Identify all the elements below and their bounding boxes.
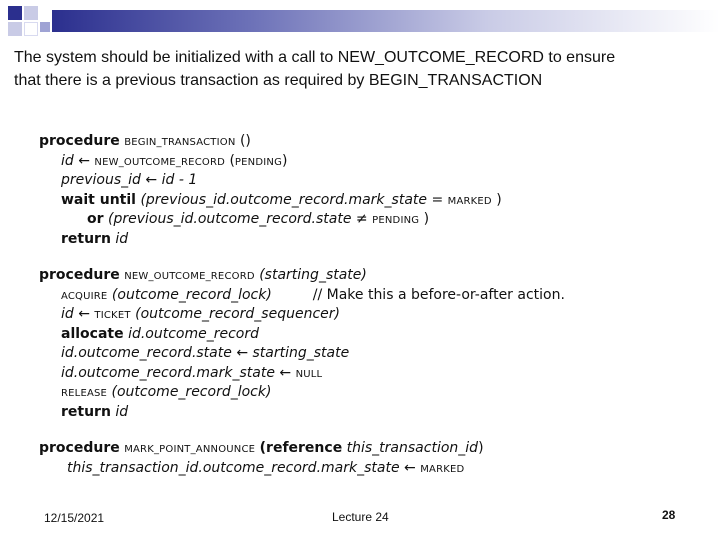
code-line — [39, 439, 679, 459]
code-expr: (previous_id.outcome_record.mark_state — [140, 191, 427, 208]
code-line — [39, 266, 679, 286]
code-line — [39, 230, 679, 250]
keyword: wait until — [61, 191, 136, 208]
decor-square — [8, 22, 22, 36]
assign-arrow: ← — [279, 364, 292, 381]
code-fn: RELEASE — [61, 388, 108, 399]
code-var: id — [61, 306, 74, 322]
pseudocode-block — [39, 132, 679, 478]
code-expr: (outcome_record_lock) — [111, 286, 272, 303]
code-expr: id.outcome_record — [128, 325, 260, 342]
code-paren: ) — [282, 152, 288, 169]
code-expr: (previous_id.outcome_record.state — [107, 211, 352, 227]
params: (starting_state) — [259, 267, 367, 283]
code-const: NULL — [295, 368, 323, 380]
code-expr: id.outcome_record.mark_state — [61, 364, 275, 381]
code-var: this_transaction_id — [346, 440, 479, 456]
procedure-name: MARK_POINT_ANNOUNCE — [124, 444, 256, 455]
code-var: id — [61, 152, 74, 169]
decor-square — [8, 6, 22, 20]
code-var: previous_id — [61, 172, 141, 188]
code-paren: ( — [229, 152, 235, 169]
code-line — [39, 403, 679, 423]
page-number: 28 — [662, 508, 676, 522]
code-const: PENDING — [234, 156, 283, 168]
keyword: allocate — [61, 325, 124, 342]
keyword: return — [61, 230, 111, 247]
code-fn: ACQUIRE — [61, 290, 108, 302]
code-line — [39, 210, 679, 230]
code-line — [39, 325, 679, 345]
code-const: MARKED — [447, 195, 492, 207]
params: () — [239, 133, 251, 149]
keyword: (reference — [259, 440, 343, 456]
code-line — [39, 152, 679, 172]
code-operator: ≠ — [355, 211, 368, 227]
code-operator: = — [431, 191, 444, 208]
intro-text — [14, 46, 714, 92]
code-fn: TICKET — [94, 310, 131, 321]
code-line — [39, 344, 679, 364]
decor-square — [40, 22, 50, 32]
decor-square — [24, 22, 38, 36]
code-const: MARKED — [420, 463, 465, 475]
keyword: return — [61, 403, 111, 420]
code-comment: // Make this a before-or-after action. — [312, 286, 565, 303]
code-expr: this_transaction_id.outcome_record.mark_state — [67, 459, 400, 476]
code-var: starting_state — [252, 345, 350, 361]
assign-arrow: ← — [78, 306, 90, 322]
procedure-name: NEW_OUTCOME_RECORD — [124, 271, 255, 282]
code-const: PENDING — [372, 215, 420, 226]
code-fn: NEW_OUTCOME_RECORD — [94, 156, 225, 168]
code-line — [39, 191, 679, 211]
code-line — [39, 459, 679, 479]
code-paren: ) — [423, 211, 430, 227]
code-line — [39, 171, 679, 191]
code-line — [39, 132, 679, 152]
code-paren: ) — [478, 440, 484, 456]
assign-arrow: ← — [78, 152, 90, 169]
code-var: id — [115, 403, 129, 420]
code-line — [39, 383, 679, 403]
code-var: id — [115, 230, 129, 247]
code-expr: (outcome_record_lock) — [111, 384, 272, 400]
code-expr: id.outcome_record.state — [61, 345, 232, 361]
code-expr: (outcome_record_sequencer) — [135, 306, 340, 322]
assign-arrow: ← — [404, 459, 416, 476]
keyword: procedure — [39, 267, 120, 283]
code-line — [39, 305, 679, 325]
intro-line: that there is a previous transaction as required by BEGIN_TRANSACTION — [14, 72, 543, 89]
decor-square — [24, 6, 38, 20]
code-line — [39, 286, 679, 306]
keyword: or — [87, 211, 104, 227]
code-paren: ) — [496, 191, 502, 208]
assign-arrow: ← — [236, 345, 249, 361]
procedure-name: BEGIN_TRANSACTION — [124, 137, 236, 148]
footer-lecture: Lecture 24 — [332, 510, 389, 524]
keyword: procedure — [39, 133, 120, 149]
header-gradient-bar — [52, 10, 720, 32]
footer-date: 12/15/2021 — [44, 511, 105, 525]
code-expr: id - 1 — [161, 172, 198, 188]
intro-line: The system should be initialized with a call to NEW_OUTCOME_RECORD to ensure — [14, 49, 616, 66]
keyword: procedure — [39, 440, 120, 456]
code-line — [39, 364, 679, 384]
assign-arrow: ← — [145, 172, 158, 188]
